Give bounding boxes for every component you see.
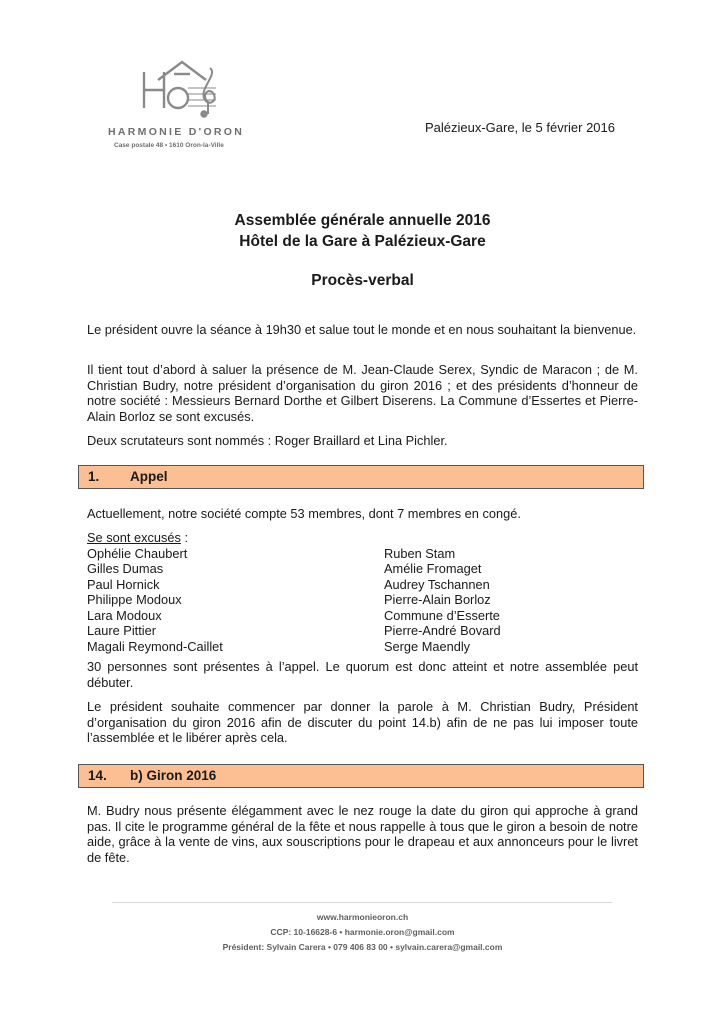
list-item: Commune d’Esserte [384,607,500,623]
excused-list [87,546,638,656]
logo-address: Case postale 48 • 1610 Oron-la-Ville [114,142,224,149]
section-header-appel [78,465,644,489]
list-item: Ophélie Chaubert [87,545,188,561]
appel-paragraph-1: Actuellement, notre société compte 53 membres, dont 7 membres en congé. [87,506,521,521]
list-item: Gilles Dumas [87,561,164,576]
list-item: Philippe Modoux [87,592,182,607]
appel-paragraph-3: Le président souhaite commencer par donner la parole à M. Christian Budry, Président d’organisation du giron 2016 afin de discuter du point 14.b) afin de ne pas lui imposer toute l’assemblée et le libérer après cela. [87,699,638,745]
section-header-giron [78,764,644,788]
list-item: Serge Maendly [384,638,471,654]
excused-list-right [384,546,501,655]
list-item: Pierre-Alain Borloz [384,592,491,607]
list-item: Pierre-André Bovard [384,623,501,638]
footer-divider [112,902,612,903]
list-item: Ruben Stam [384,545,456,561]
date-line: Palézieux-Gare, le 5 février 2016 [424,120,615,135]
document-heading: Procès-verbal [311,272,414,289]
document-title: Assemblée générale annuelle 2016 [234,212,491,229]
intro-paragraph-1: Le président ouvre la séance à 19h30 et salue tout le monde et en nous souhaitant la bienvenue. [87,322,637,337]
excused-list-left [87,546,223,655]
harmonie-logo-mark [138,58,228,118]
appel-paragraph-2: 30 personnes sont présentes à l’appel. Le quorum est donc atteint et notre assemblée peut débuter. [87,659,638,690]
giron-paragraph-1: M. Budry nous présente élégamment avec le nez rouge la date du giron qui approche à grand pas. Il cite le programme général de la fête et nous rappelle à tous que le giron a besoin de notre aide, grâce à la vente de vins, aux souscriptions pour le drapeau et aux annonceurs pour le livret de fête. [87,803,638,865]
footer-president: Président: Sylvain Carera • 079 406 83 00 • sylvain.carera@gmail.com [222,942,503,952]
excused-block [87,530,638,656]
list-item: Audrey Tschannen [384,576,490,592]
logo [108,58,258,158]
footer-ccp-email: CCP: 10-16628-6 • harmonie.oron@gmail.com [270,927,455,937]
section-number: 14. [88,768,107,783]
logo-name: HARMONIE D'ORON [108,126,245,138]
section-title: Appel [130,469,168,484]
document-subtitle: Hôtel de la Gare à Palézieux-Gare [239,233,486,250]
excused-heading: Se sont excusés : [87,530,189,545]
section-number: 1. [88,469,100,484]
intro-paragraph-2: Il tient tout d’abord à saluer la présence de M. Jean-Claude Serex, Syndic de Maracon ; de M. Christian Budry, notre président d’organisation du giron 2016 ; et des présidents d’honneur de notre société : Messieurs Bernard Dorthe et Gilbert Diserens. La Commune d’Essertes et Pierre-Alain Borloz se sont excusés. [87,362,638,424]
list-item: Laure Pittier [87,623,156,638]
intro-paragraph-3: Deux scrutateurs sont nommés : Roger Braillard et Lina Pichler. [87,433,448,448]
section-title: b) Giron 2016 [130,768,217,783]
footer-website: www.harmonieoron.ch [316,912,409,922]
list-item: Paul Hornick [87,576,160,592]
list-item: Magali Reymond-Caillet [87,638,223,654]
list-item: Amélie Fromaget [384,561,482,576]
list-item: Lara Modoux [87,607,162,623]
